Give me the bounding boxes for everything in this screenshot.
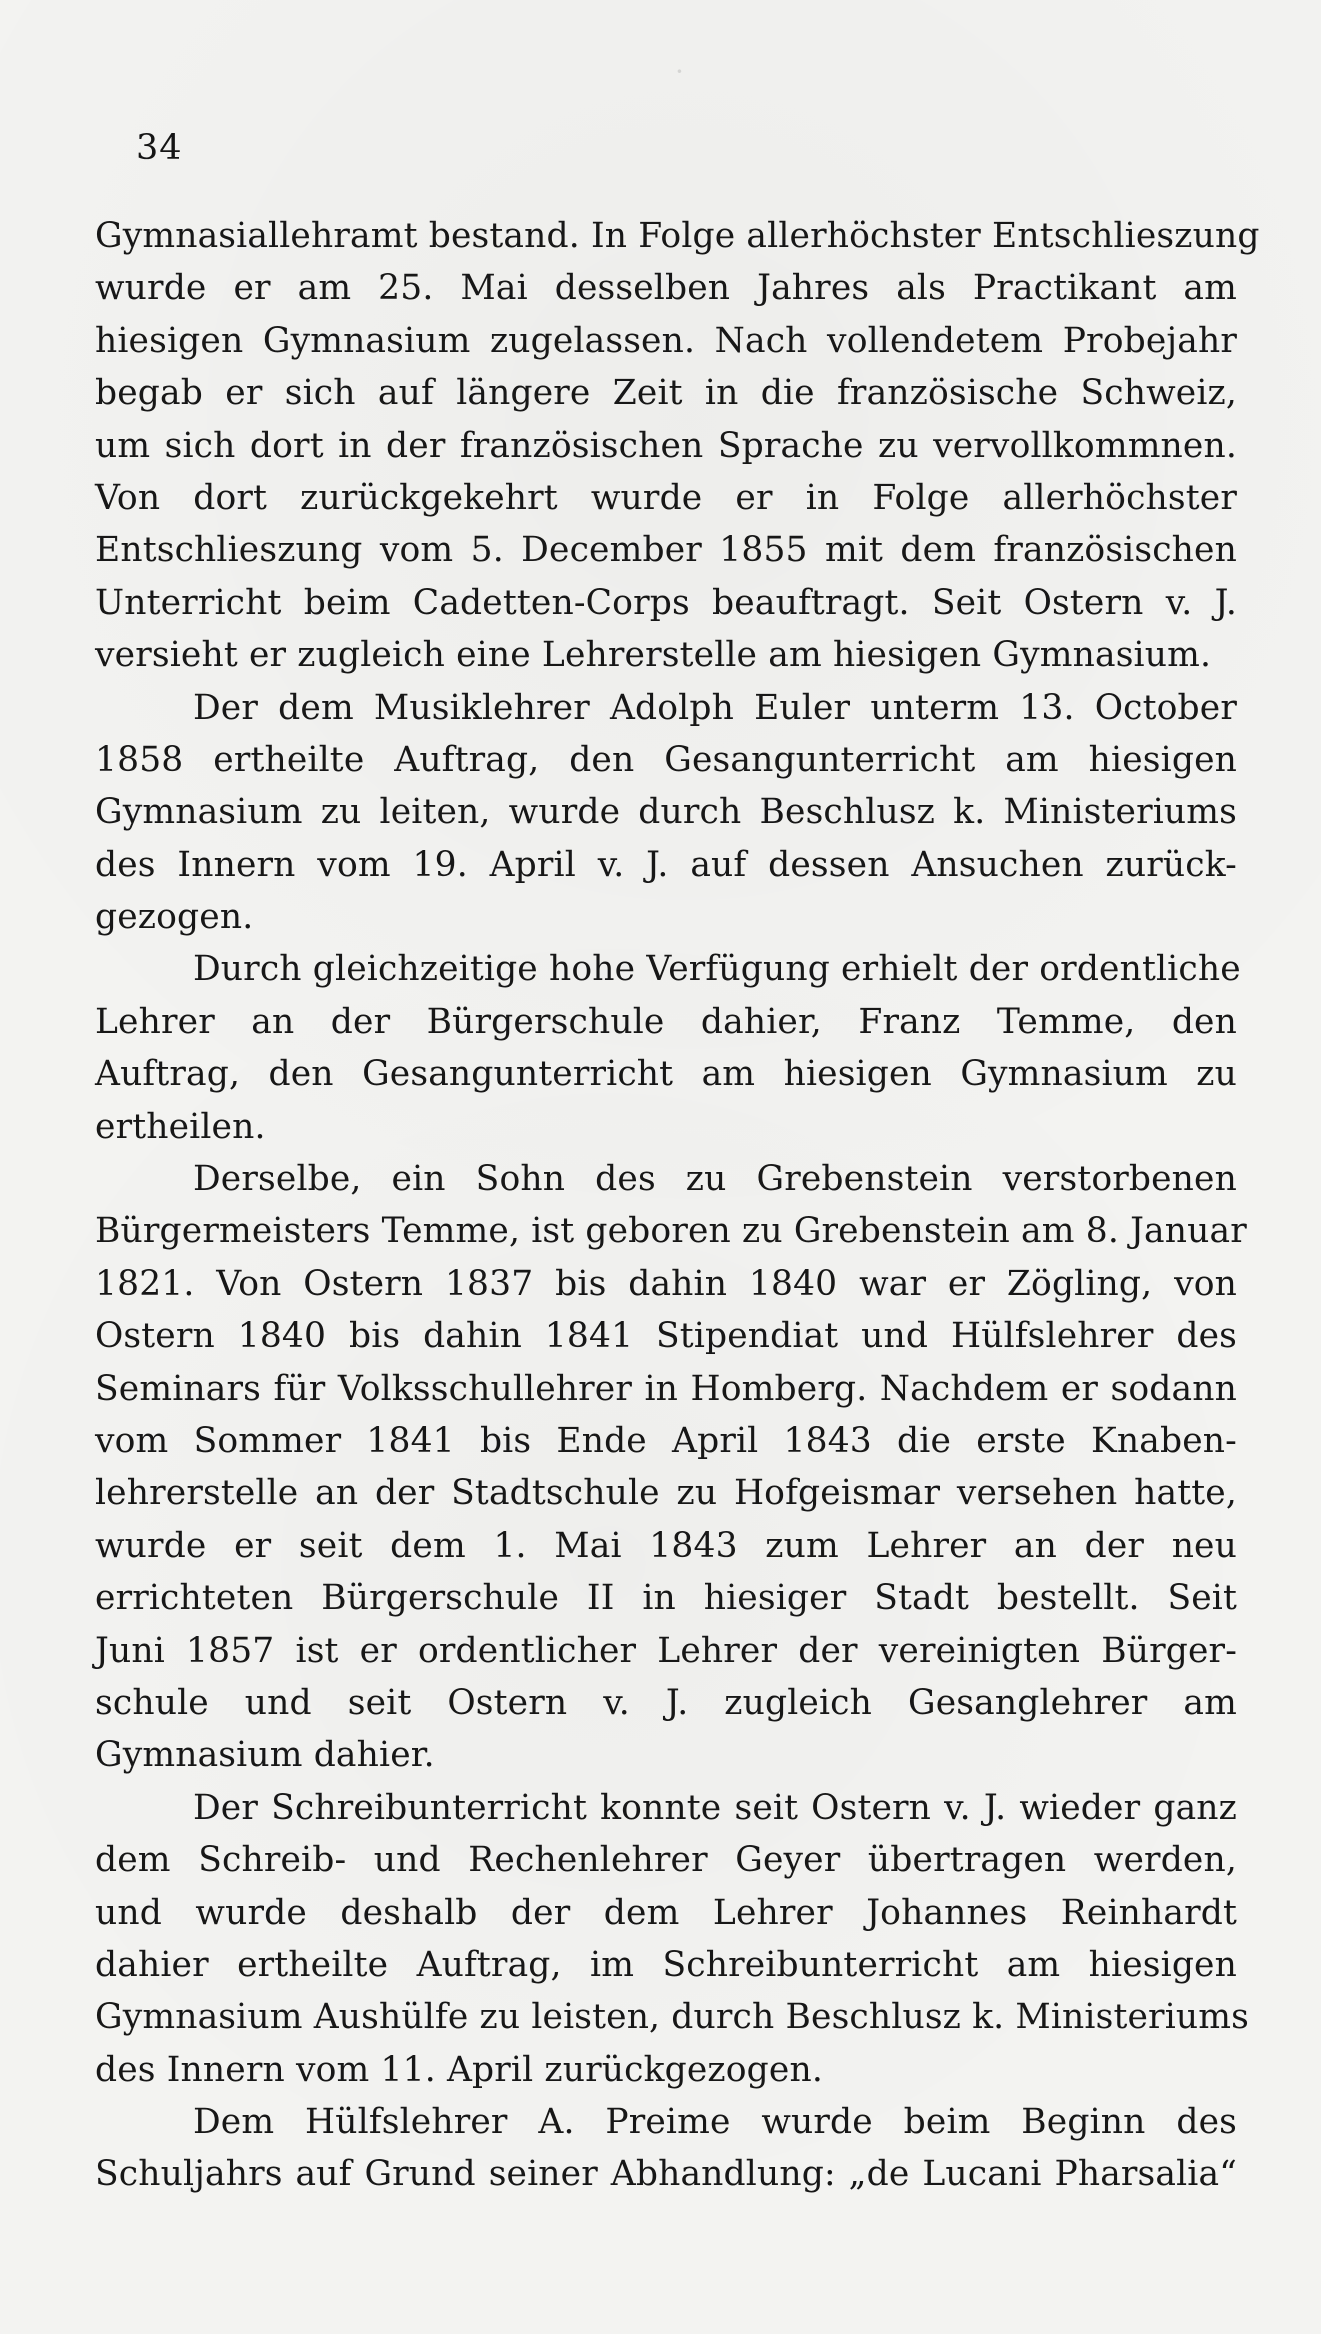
text-line-13: des Innern vom 19. April v. J. auf dessen Ansuchen zurück- (95, 844, 1237, 885)
text-line-32: dem Schreib- und Rechenlehrer Geyer übertragen werden, (95, 1840, 1237, 1881)
text-line-31: Der Schreibunterricht konnte seit Ostern v. J. wieder ganz (193, 1787, 1237, 1828)
text-line-24: vom Sommer 1841 bis Ende April 1843 die erste Knaben- (95, 1420, 1237, 1461)
text-line-9: versieht er zugleich eine Lehrerstelle am hiesigen Gymnasium. (95, 635, 1212, 676)
text-line-20: Bürgermeisters Temme, ist geboren zu Grebenstein am 8. Januar (95, 1211, 1247, 1252)
text-line-21: 1821. Von Ostern 1837 bis dahin 1840 war er Zögling, von (95, 1263, 1237, 1304)
text-line-36: des Innern vom 11. April zurückgezogen. (95, 2049, 823, 2090)
text-line-5: um sich dort in der französischen Sprache zu vervollkommnen. (95, 425, 1237, 466)
text-line-1: Gymnasiallehramt bestand. In Folge allerhöchster Entschlieszung (95, 216, 1260, 256)
text-line-28: Juni 1857 ist er ordentlicher Lehrer der vereinigten Bürger- (95, 1630, 1237, 1671)
text-line-37: Dem Hülfslehrer A. Preime wurde beim Beginn des (193, 2102, 1237, 2143)
text-line-2: wurde er am 25. Mai desselben Jahres als Practikant am (95, 268, 1237, 309)
text-line-6: Von dort zurückgekehrt wurde er in Folge allerhöchster (95, 477, 1237, 518)
text-line-26: wurde er seit dem 1. Mai 1843 zum Lehrer an der neu (95, 1525, 1237, 1566)
text-line-27: errichteten Bürgerschule II in hiesiger Stadt bestellt. Seit (95, 1578, 1237, 1619)
text-line-11: 1858 ertheilte Auftrag, den Gesangunterricht am hiesigen (95, 739, 1237, 780)
text-line-25: lehrerstelle an der Stadtschule zu Hofgeismar versehen hatte, (95, 1473, 1237, 1514)
print-speck: · (675, 55, 684, 88)
text-line-22: Ostern 1840 bis dahin 1841 Stipendiat und Hülfslehrer des (95, 1316, 1237, 1357)
text-line-7: Entschlieszung vom 5. December 1855 mit dem französischen (95, 530, 1237, 571)
text-line-3: hiesigen Gymnasium zugelassen. Nach vollendetem Probejahr (95, 320, 1237, 361)
text-line-15: Durch gleichzeitige hohe Verfügung erhielt der ordentliche (193, 949, 1241, 990)
body-text (95, 210, 1260, 2201)
text-line-4: begab er sich auf längere Zeit in die französische Schweiz, (95, 373, 1237, 414)
text-line-8: Unterricht beim Cadetten-Corps beauftragt. Seit Ostern v. J. (95, 582, 1237, 623)
text-line-16: Lehrer an der Bürgerschule dahier, Franz Temme, den (95, 1001, 1237, 1042)
text-line-29: schule und seit Ostern v. J. zugleich Gesanglehrer am (95, 1682, 1237, 1723)
text-line-30: Gymnasium dahier. (95, 1735, 435, 1776)
text-line-17: Auftrag, den Gesangunterricht am hiesigen Gymnasium zu (95, 1054, 1237, 1095)
text-line-33: und wurde deshalb der dem Lehrer Johannes Reinhardt (95, 1892, 1237, 1933)
text-line-38: Schuljahrs auf Grund seiner Abhandlung: „de Lucani Pharsalia“ (95, 2154, 1237, 2195)
text-line-12: Gymnasium zu leiten, wurde durch Beschlusz k. Ministeriums (95, 792, 1237, 833)
text-line-18: ertheilen. (95, 1106, 266, 1147)
text-line-14: gezogen. (95, 897, 254, 938)
page-number: 34 (136, 128, 183, 168)
text-line-35: Gymnasium Aushülfe zu leisten, durch Beschlusz k. Ministeriums (95, 1997, 1249, 2038)
text-line-23: Seminars für Volksschullehrer in Homberg. Nachdem er sodann (95, 1368, 1237, 1409)
text-line-19: Derselbe, ein Sohn des zu Grebenstein verstorbenen (193, 1159, 1237, 1200)
text-line-34: dahier ertheilte Auftrag, im Schreibunterricht am hiesigen (95, 1944, 1237, 1985)
text-line-10: Der dem Musiklehrer Adolph Euler unterm 13. October (193, 687, 1237, 728)
